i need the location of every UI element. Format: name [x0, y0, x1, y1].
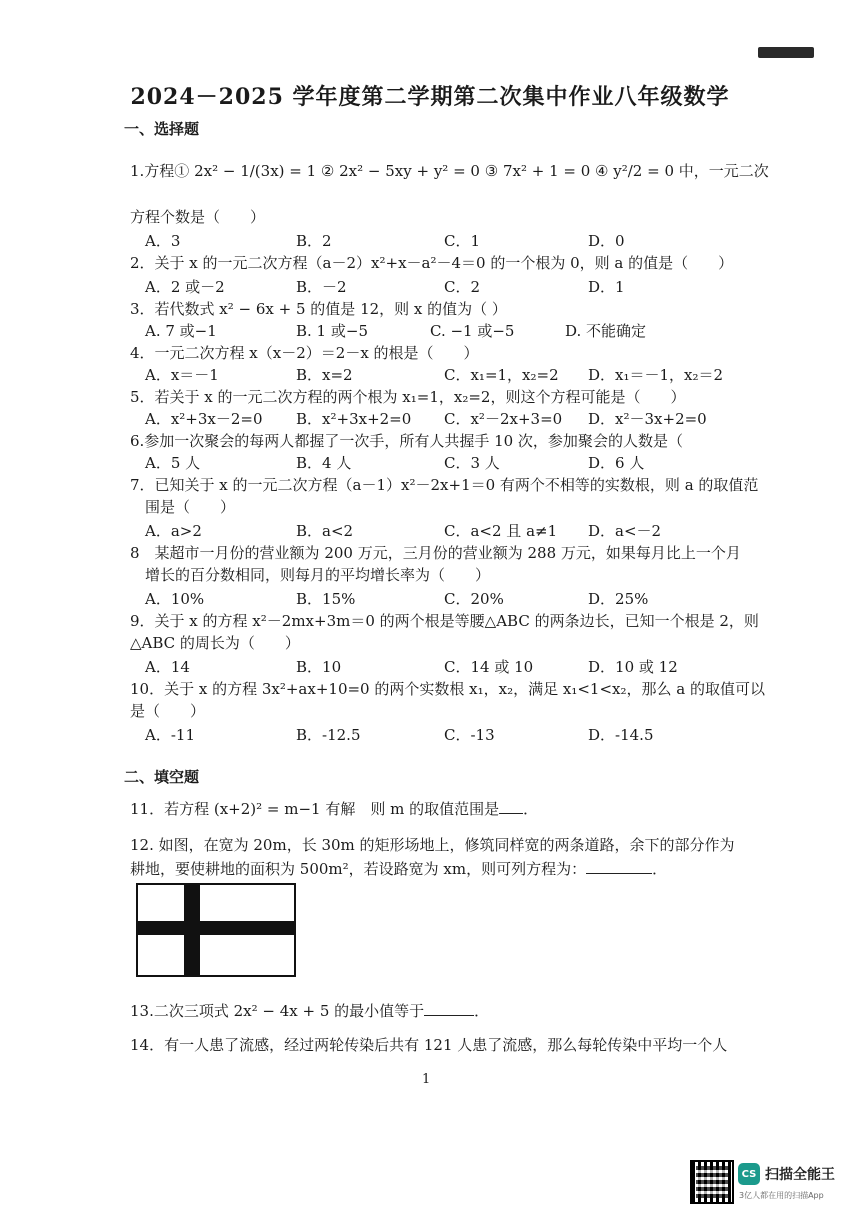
question-11: 11．若方程 (x+2)² = m−1 有解 则 m 的取值范围是 ． [130, 800, 539, 818]
question-8-line1: 8 某超市一月份的营业额为 200 万元，三月份的营业额为 288 万元，如果每月比上一个月 [130, 544, 741, 562]
option-d: D. 不能确定 [565, 322, 647, 340]
option-a: A．5 人 [145, 454, 201, 472]
option-d: D．6 人 [588, 454, 645, 472]
option-c: C．a<2 且 a≠1 [444, 522, 558, 540]
question-5: 5．若关于 x 的一元二次方程的两个根为 x₁=1，x₂=2，则这个方程可能是（ ） [130, 388, 686, 406]
option-a: A．14 [145, 658, 190, 676]
question-12-text: 耕地，要使耕地的面积为 500m²，若设路宽为 xm，则可列方程为： [130, 860, 587, 878]
option-a: A．2 或－2 [145, 278, 225, 296]
option-d: D．x₁＝－1，x₂＝2 [588, 366, 724, 384]
question-13: 13.二次三项式 2x² − 4x + 5 的最小值等于 ． [130, 1002, 490, 1020]
option-b: B．x²+3x+2=0 [296, 410, 412, 428]
option-a: A．10% [145, 590, 205, 608]
option-c: C. −1 或−5 [430, 322, 515, 340]
question-9-line1: 9．关于 x 的方程 x²－2mx+3m＝0 的两个根是等腰△ABC 的两条边长，已知一个根是 2，则 [130, 612, 759, 630]
question-6: 6.参加一次聚会的每两人都握了一次手，所有人共握手 10 次，参加聚会的人数是（ [130, 432, 683, 450]
option-b: B. 1 或−5 [296, 322, 368, 340]
option-d: D．0 [588, 232, 625, 250]
option-a: A．a>2 [145, 522, 202, 540]
camscanner-logo: CS [738, 1163, 760, 1185]
option-c: C．20% [444, 590, 504, 608]
question-13-text: 13.二次三项式 2x² − 4x + 5 的最小值等于 [130, 1002, 425, 1020]
option-c: C．x²－2x+3=0 [444, 410, 563, 428]
option-d: D．a<－2 [588, 522, 662, 540]
option-c: C．-13 [444, 726, 495, 744]
horizontal-road [138, 921, 294, 935]
option-a: A．x＝－1 [145, 366, 219, 384]
question-9-line2: △ABC 的周长为（ ） [130, 634, 300, 652]
answer-blank [499, 813, 523, 814]
question-10-line2: 是（ ） [130, 702, 206, 720]
question-3: 3．若代数式 x² − 6x + 5 的值是 12，则 x 的值为（ ） [130, 300, 507, 318]
option-a: A．3 [145, 232, 181, 250]
option-a: A．x²+3x－2=0 [145, 410, 263, 428]
page-title: 2024－2025 学年度第二学期第二次集中作业八年级数学 [130, 84, 730, 110]
option-b: B．10 [296, 658, 342, 676]
question-2: 2．关于 x 的一元二次方程（a－2）x²+x－a²－4＝0 的一个根为 0，则 a 的值是（ ） [130, 254, 734, 272]
option-d: D．-14.5 [588, 726, 654, 744]
scan-edge-mark [758, 47, 814, 58]
qr-code-icon [690, 1160, 734, 1204]
option-b: B．-12.5 [296, 726, 361, 744]
option-c: C．1 [444, 232, 481, 250]
option-b: B．2 [296, 232, 332, 250]
question-12-line1: 12. 如图，在宽为 20m，长 30m 的矩形场地上，修筑同样宽的两条道路，余下的部分作为 [130, 836, 735, 854]
question-14: 14．有一人患了流感，经过两轮传染后共有 121 人患了流感，那么每轮传染中平均一个人 [130, 1036, 728, 1054]
watermark-app-name: 扫描全能王 [765, 1167, 835, 1183]
option-b: B．15% [296, 590, 356, 608]
section-fill-heading: 二、填空题 [124, 768, 200, 786]
question-11-text: 11．若方程 (x+2)² = m−1 有解 则 m 的取值范围是 [130, 800, 500, 818]
option-d: D．x²－3x+2=0 [588, 410, 707, 428]
question-1-line1: 1.方程① 2x² − 1/(3x) = 1 ② 2x² − 5xy + y² = 0 ③ 7x² + 1 = 0 ④ y²/2 = 0 中，一元二次 [130, 162, 769, 180]
option-a: A. 7 或−1 [145, 322, 217, 340]
option-c: C．14 或 10 [444, 658, 534, 676]
option-a: A．-11 [145, 726, 195, 744]
question-7-line2: 围是（ ） [145, 498, 236, 516]
rectangular-field-figure [136, 883, 296, 977]
question-7-line1: 7．已知关于 x 的一元二次方程（a－1）x²－2x+1＝0 有两个不相等的实数根，则 a 的取值范 [130, 476, 759, 494]
option-c: C．x₁=1，x₂=2 [444, 366, 559, 384]
option-c: C．2 [444, 278, 481, 296]
question-12-line2: 耕地，要使耕地的面积为 500m²，若设路宽为 xm，则可列方程为： ． [130, 860, 668, 878]
answer-blank [586, 873, 652, 874]
option-c: C．3 人 [444, 454, 500, 472]
page-number: 1 [422, 1072, 431, 1087]
question-4: 4．一元二次方程 x（x－2）＝2－x 的根是（ ） [130, 344, 479, 362]
question-10-line1: 10．关于 x 的方程 3x²+ax+10=0 的两个实数根 x₁，x₂，满足 x₁<1<x₂，那么 a 的取值可以 [130, 680, 765, 698]
option-b: B．－2 [296, 278, 347, 296]
option-b: B．a<2 [296, 522, 354, 540]
option-b: B．x=2 [296, 366, 353, 384]
option-d: D．1 [588, 278, 625, 296]
option-b: B．4 人 [296, 454, 352, 472]
section-choice-heading: 一、选择题 [124, 120, 200, 138]
question-1-line2: 方程个数是（ ） [130, 208, 266, 226]
question-8-line2: 增长的百分数相同，则每月的平均增长率为（ ） [145, 566, 491, 584]
option-d: D．25% [588, 590, 649, 608]
watermark-tagline: 3亿人都在用的扫描App [739, 1191, 824, 1200]
answer-blank [424, 1015, 474, 1016]
option-d: D．10 或 12 [588, 658, 678, 676]
